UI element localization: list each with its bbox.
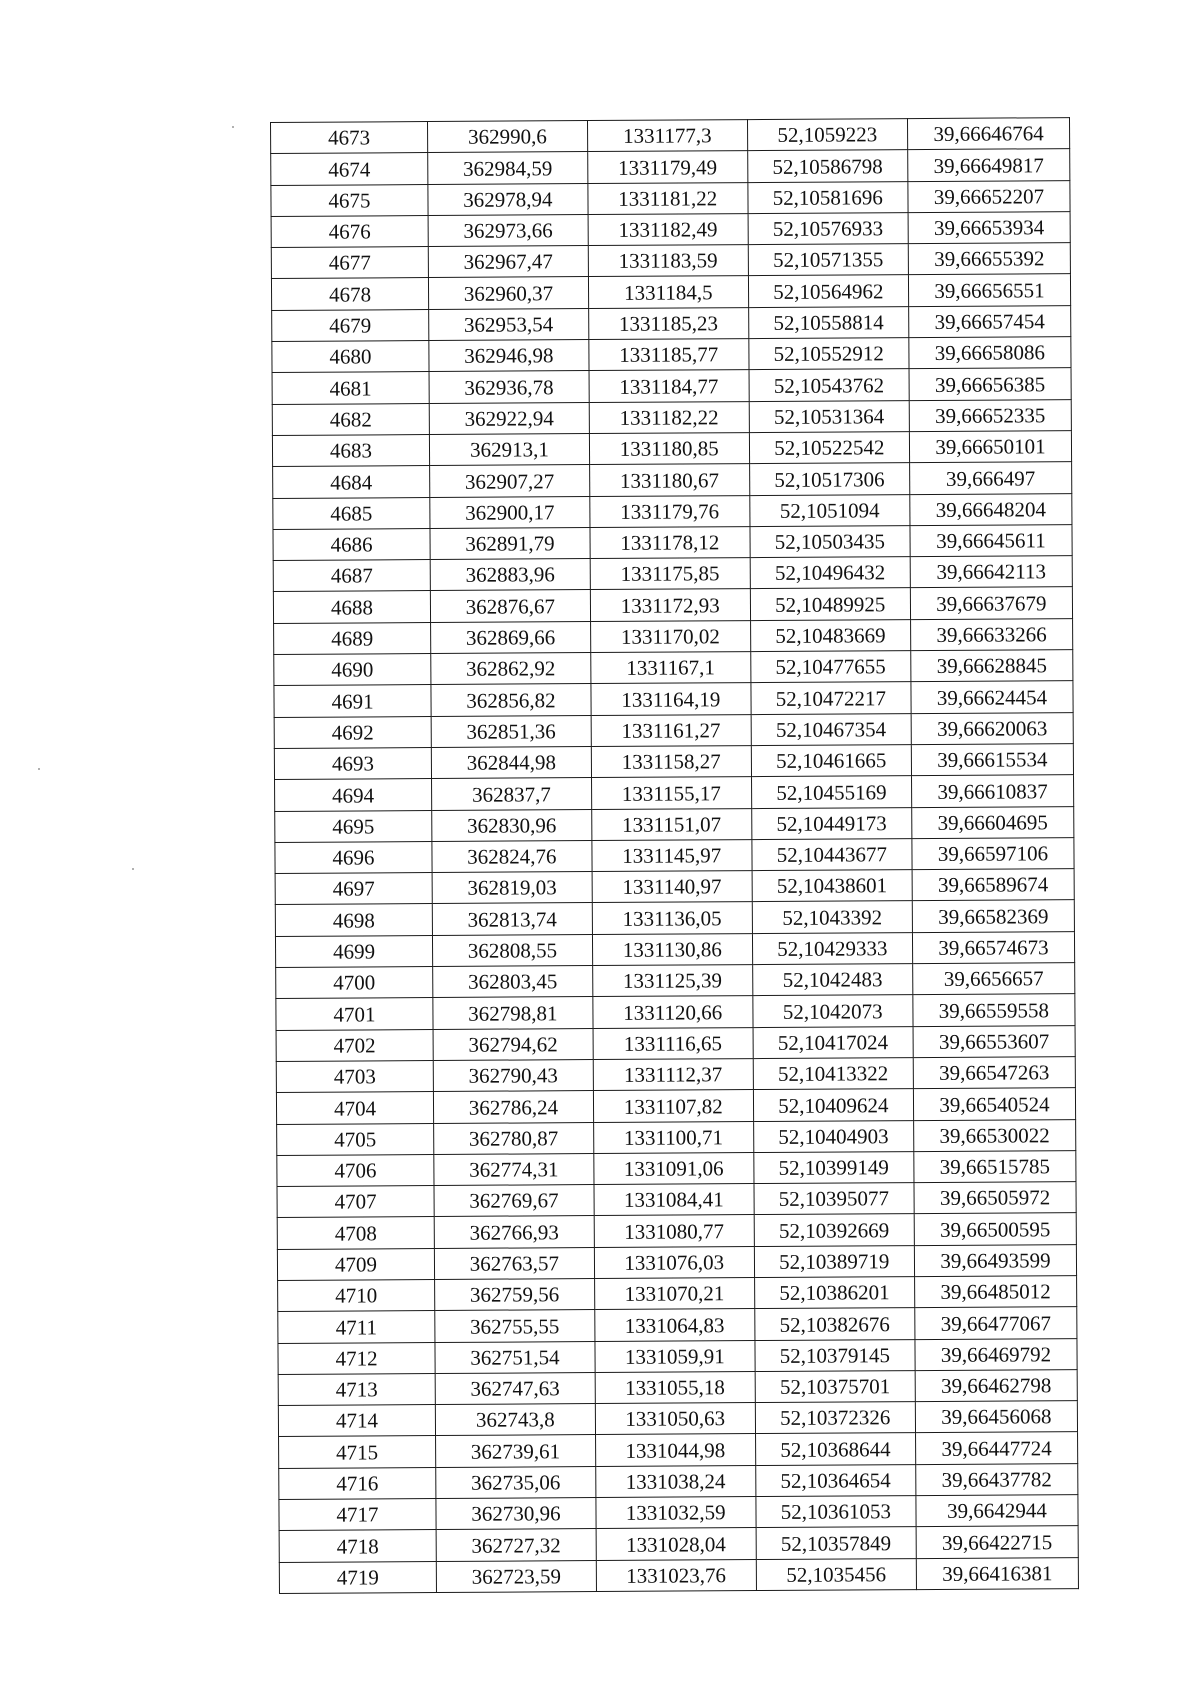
latitude-cell: 52,10496432: [750, 557, 910, 589]
longitude-cell: 39,66620063: [911, 712, 1073, 744]
latitude-cell: 52,10443677: [752, 838, 912, 870]
x-coordinate-cell: 362747,63: [435, 1372, 595, 1404]
coordinate-table-body: [271, 118, 1079, 1594]
x-coordinate-cell: 362967,47: [428, 246, 588, 278]
longitude-cell: 39,66652207: [908, 180, 1070, 212]
table-row: [279, 1432, 1078, 1468]
x-coordinate-cell: 362803,45: [433, 966, 593, 998]
longitude-cell: 39,66547263: [913, 1057, 1075, 1089]
longitude-cell: 39,66493599: [914, 1244, 1076, 1276]
table-row: [275, 900, 1074, 936]
y-coordinate-cell: 1331185,23: [588, 307, 748, 339]
latitude-cell: 52,1043392: [752, 901, 912, 933]
y-coordinate-cell: 1331038,24: [595, 1465, 755, 1497]
point-number-cell: 4696: [275, 841, 432, 873]
table-row: [274, 712, 1073, 748]
x-coordinate-cell: 362844,98: [431, 746, 591, 778]
y-coordinate-cell: 1331184,77: [589, 370, 749, 402]
longitude-cell: 39,66624454: [911, 681, 1073, 713]
longitude-cell: 39,66589674: [912, 869, 1074, 901]
longitude-cell: 39,66649817: [908, 149, 1070, 181]
longitude-cell: 39,66604695: [912, 806, 1074, 838]
y-coordinate-cell: 1331161,27: [591, 714, 751, 746]
table-row: [271, 212, 1070, 248]
point-number-cell: 4683: [272, 435, 429, 467]
longitude-cell: 39,66652335: [909, 399, 1071, 431]
longitude-cell: 39,66500595: [914, 1213, 1076, 1245]
longitude-cell: 39,66645611: [910, 524, 1072, 556]
x-coordinate-cell: 362819,03: [432, 872, 592, 904]
longitude-cell: 39,66437782: [916, 1463, 1078, 1495]
table-row: [271, 180, 1070, 216]
table-row: [275, 869, 1074, 905]
table-row: [278, 1276, 1077, 1312]
latitude-cell: 52,10586798: [747, 150, 907, 182]
x-coordinate-cell: 362763,57: [434, 1247, 594, 1279]
x-coordinate-cell: 362837,7: [432, 778, 592, 810]
latitude-cell: 52,10489925: [750, 588, 910, 620]
longitude-cell: 39,66646764: [907, 118, 1069, 150]
point-number-cell: 4701: [276, 998, 433, 1030]
coordinate-table: [270, 117, 1079, 1594]
x-coordinate-cell: 362907,27: [430, 465, 590, 497]
y-coordinate-cell: 1331064,83: [595, 1309, 755, 1341]
point-number-cell: 4688: [273, 591, 430, 623]
x-coordinate-cell: 362723,59: [436, 1560, 596, 1592]
latitude-cell: 52,10379145: [755, 1339, 915, 1371]
longitude-cell: 39,66515785: [914, 1150, 1076, 1182]
latitude-cell: 52,10461665: [751, 745, 911, 777]
y-coordinate-cell: 1331183,59: [588, 245, 748, 277]
point-number-cell: 4716: [279, 1467, 436, 1499]
latitude-cell: 52,10372326: [755, 1402, 915, 1434]
longitude-cell: 39,66477067: [915, 1307, 1077, 1339]
latitude-cell: 52,1059223: [747, 119, 907, 151]
longitude-cell: 39,66462798: [915, 1369, 1077, 1401]
y-coordinate-cell: 1331125,39: [592, 965, 752, 997]
y-coordinate-cell: 1331182,49: [588, 213, 748, 245]
point-number-cell: 4680: [272, 341, 429, 373]
latitude-cell: 52,10531364: [749, 400, 909, 432]
x-coordinate-cell: 362953,54: [429, 308, 589, 340]
point-number-cell: 4704: [276, 1092, 433, 1124]
point-number-cell: 4682: [272, 403, 429, 435]
table-row: [274, 618, 1073, 654]
table-row: [271, 274, 1070, 310]
point-number-cell: 4703: [276, 1060, 433, 1092]
longitude-cell: 39,66597106: [912, 837, 1074, 869]
x-coordinate-cell: 362883,96: [430, 559, 590, 591]
y-coordinate-cell: 1331080,77: [594, 1215, 754, 1247]
longitude-cell: 39,66642113: [910, 556, 1072, 588]
x-coordinate-cell: 362774,31: [434, 1153, 594, 1185]
y-coordinate-cell: 1331145,97: [592, 839, 752, 871]
point-number-cell: 4698: [275, 904, 432, 936]
table-row: [274, 744, 1073, 780]
x-coordinate-cell: 362751,54: [435, 1341, 595, 1373]
point-number-cell: 4690: [274, 654, 431, 686]
x-coordinate-cell: 362922,94: [429, 402, 589, 434]
longitude-cell: 39,66447724: [915, 1432, 1077, 1464]
x-coordinate-cell: 362786,24: [433, 1091, 593, 1123]
y-coordinate-cell: 1331184,5: [588, 276, 748, 308]
y-coordinate-cell: 1331181,22: [588, 182, 748, 214]
point-number-cell: 4685: [273, 497, 430, 529]
table-row: [273, 556, 1072, 592]
x-coordinate-cell: 362727,32: [436, 1529, 596, 1561]
longitude-cell: 39,66540524: [913, 1088, 1075, 1120]
latitude-cell: 52,10389719: [754, 1245, 914, 1277]
x-coordinate-cell: 362759,56: [435, 1279, 595, 1311]
y-coordinate-cell: 1331182,22: [589, 401, 749, 433]
table-row: [271, 243, 1070, 279]
y-coordinate-cell: 1331130,86: [592, 933, 752, 965]
y-coordinate-cell: 1331050,63: [595, 1403, 755, 1435]
point-number-cell: 4674: [271, 153, 428, 185]
longitude-cell: 39,66469792: [915, 1338, 1077, 1370]
table-row: [279, 1463, 1078, 1499]
longitude-cell: 39,66559558: [913, 994, 1075, 1026]
longitude-cell: 39,66657454: [909, 305, 1071, 337]
point-number-cell: 4710: [278, 1280, 435, 1312]
latitude-cell: 52,10357849: [756, 1527, 916, 1559]
x-coordinate-cell: 362739,61: [436, 1435, 596, 1467]
point-number-cell: 4712: [278, 1342, 435, 1374]
latitude-cell: 52,10392669: [754, 1214, 914, 1246]
y-coordinate-cell: 1331177,3: [587, 120, 747, 152]
table-row: [275, 775, 1074, 811]
latitude-cell: 52,10361053: [756, 1496, 916, 1528]
longitude-cell: 39,66582369: [912, 900, 1074, 932]
latitude-cell: 52,10449173: [751, 807, 911, 839]
table-row: [271, 118, 1070, 154]
x-coordinate-cell: 362960,37: [428, 277, 588, 309]
latitude-cell: 52,10413322: [753, 1057, 913, 1089]
point-number-cell: 4715: [279, 1436, 436, 1468]
latitude-cell: 52,10483669: [750, 619, 910, 651]
x-coordinate-cell: 362851,36: [431, 715, 591, 747]
point-number-cell: 4676: [271, 215, 428, 247]
point-number-cell: 4713: [278, 1373, 435, 1405]
y-coordinate-cell: 1331059,91: [595, 1340, 755, 1372]
x-coordinate-cell: 362984,59: [428, 152, 588, 184]
table-row: [276, 1025, 1075, 1061]
point-number-cell: 4706: [277, 1154, 434, 1186]
y-coordinate-cell: 1331180,85: [589, 433, 749, 465]
table-row: [277, 1150, 1076, 1186]
y-coordinate-cell: 1331185,77: [589, 339, 749, 371]
table-row: [276, 1057, 1075, 1093]
longitude-cell: 39,66656385: [909, 368, 1071, 400]
latitude-cell: 52,10543762: [749, 369, 909, 401]
point-number-cell: 4673: [271, 122, 428, 154]
longitude-cell: 39,66633266: [910, 618, 1072, 650]
table-row: [277, 1182, 1076, 1218]
scan-speck: [232, 126, 234, 128]
x-coordinate-cell: 362735,06: [436, 1466, 596, 1498]
longitude-cell: 39,666497: [909, 462, 1071, 494]
point-number-cell: 4694: [275, 779, 432, 811]
point-number-cell: 4707: [277, 1186, 434, 1218]
point-number-cell: 4719: [279, 1561, 436, 1593]
latitude-cell: 52,10517306: [749, 463, 909, 495]
latitude-cell: 52,10522542: [749, 432, 909, 464]
longitude-cell: 39,66653934: [908, 212, 1070, 244]
point-number-cell: 4686: [273, 528, 430, 560]
latitude-cell: 52,10417024: [753, 1026, 913, 1058]
y-coordinate-cell: 1331167,1: [591, 652, 751, 684]
table-row: [278, 1369, 1077, 1405]
table-row: [275, 806, 1074, 842]
point-number-cell: 4708: [277, 1217, 434, 1249]
y-coordinate-cell: 1331107,82: [593, 1090, 753, 1122]
x-coordinate-cell: 362755,55: [435, 1310, 595, 1342]
longitude-cell: 39,66505972: [914, 1182, 1076, 1214]
x-coordinate-cell: 362862,92: [431, 653, 591, 685]
y-coordinate-cell: 1331032,59: [596, 1497, 756, 1529]
y-coordinate-cell: 1331151,07: [591, 808, 751, 840]
y-coordinate-cell: 1331091,06: [594, 1152, 754, 1184]
x-coordinate-cell: 362730,96: [436, 1498, 596, 1530]
scan-speck: [132, 868, 134, 870]
y-coordinate-cell: 1331112,37: [593, 1058, 753, 1090]
y-coordinate-cell: 1331120,66: [593, 996, 753, 1028]
y-coordinate-cell: 1331044,98: [595, 1434, 755, 1466]
point-number-cell: 4693: [274, 747, 431, 779]
longitude-cell: 39,6656657: [913, 963, 1075, 995]
latitude-cell: 52,10368644: [755, 1433, 915, 1465]
point-number-cell: 4697: [275, 873, 432, 905]
table-row: [275, 837, 1074, 873]
point-number-cell: 4709: [277, 1248, 434, 1280]
table-row: [277, 1213, 1076, 1249]
point-number-cell: 4692: [274, 716, 431, 748]
table-row: [273, 524, 1072, 560]
point-number-cell: 4681: [272, 372, 429, 404]
longitude-cell: 39,66422715: [916, 1526, 1078, 1558]
point-number-cell: 4677: [271, 247, 428, 279]
table-row: [276, 1088, 1075, 1124]
longitude-cell: 39,66615534: [911, 744, 1073, 776]
table-row: [276, 963, 1075, 999]
y-coordinate-cell: 1331158,27: [591, 746, 751, 778]
longitude-cell: 39,66574673: [912, 931, 1074, 963]
point-number-cell: 4675: [271, 184, 428, 216]
longitude-cell: 39,66655392: [908, 243, 1070, 275]
longitude-cell: 39,66456068: [915, 1401, 1077, 1433]
longitude-cell: 39,66637679: [910, 587, 1072, 619]
latitude-cell: 52,10503435: [750, 525, 910, 557]
latitude-cell: 52,1042483: [752, 964, 912, 996]
y-coordinate-cell: 1331023,76: [596, 1559, 756, 1591]
table-row: [272, 431, 1071, 467]
x-coordinate-cell: 362876,67: [430, 590, 590, 622]
x-coordinate-cell: 362990,6: [428, 121, 588, 153]
x-coordinate-cell: 362766,93: [434, 1216, 594, 1248]
table-row: [279, 1557, 1078, 1593]
point-number-cell: 4689: [274, 622, 431, 654]
point-number-cell: 4687: [273, 560, 430, 592]
table-row: [273, 462, 1072, 498]
latitude-cell: 52,10395077: [754, 1183, 914, 1215]
longitude-cell: 39,66648204: [910, 493, 1072, 525]
x-coordinate-cell: 362790,43: [433, 1059, 593, 1091]
table-row: [272, 305, 1071, 341]
y-coordinate-cell: 1331170,02: [590, 620, 750, 652]
scan-speck: [38, 768, 40, 770]
latitude-cell: 52,10564962: [748, 275, 908, 307]
x-coordinate-cell: 362808,55: [432, 934, 592, 966]
latitude-cell: 52,10438601: [752, 870, 912, 902]
x-coordinate-cell: 362813,74: [432, 903, 592, 935]
longitude-cell: 39,66485012: [914, 1276, 1076, 1308]
x-coordinate-cell: 362891,79: [430, 527, 590, 559]
latitude-cell: 52,10404903: [753, 1120, 913, 1152]
table-row: [272, 368, 1071, 404]
table-row: [276, 994, 1075, 1030]
longitude-cell: 39,66628845: [911, 650, 1073, 682]
table-row: [273, 587, 1072, 623]
x-coordinate-cell: 362794,62: [433, 1028, 593, 1060]
longitude-cell: 39,66416381: [916, 1557, 1078, 1589]
y-coordinate-cell: 1331140,97: [592, 871, 752, 903]
point-number-cell: 4678: [271, 278, 428, 310]
x-coordinate-cell: 362780,87: [434, 1122, 594, 1154]
table-row: [274, 650, 1073, 686]
table-row: [273, 493, 1072, 529]
longitude-cell: 39,66658086: [909, 337, 1071, 369]
longitude-cell: 39,66650101: [909, 431, 1071, 463]
latitude-cell: 52,10467354: [751, 713, 911, 745]
y-coordinate-cell: 1331175,85: [590, 558, 750, 590]
latitude-cell: 52,10552912: [749, 338, 909, 370]
point-number-cell: 4702: [276, 1029, 433, 1061]
x-coordinate-cell: 362946,98: [429, 340, 589, 372]
y-coordinate-cell: 1331180,67: [589, 464, 749, 496]
x-coordinate-cell: 362830,96: [432, 809, 592, 841]
y-coordinate-cell: 1331178,12: [590, 526, 750, 558]
x-coordinate-cell: 362824,76: [432, 840, 592, 872]
latitude-cell: 52,1051094: [750, 494, 910, 526]
x-coordinate-cell: 362743,8: [435, 1404, 595, 1436]
longitude-cell: 39,66530022: [913, 1119, 1075, 1151]
y-coordinate-cell: 1331172,93: [590, 589, 750, 621]
point-number-cell: 4684: [273, 466, 430, 498]
x-coordinate-cell: 362900,17: [430, 496, 590, 528]
point-number-cell: 4699: [275, 935, 432, 967]
y-coordinate-cell: 1331076,03: [594, 1246, 754, 1278]
y-coordinate-cell: 1331084,41: [594, 1184, 754, 1216]
table-row: [278, 1307, 1077, 1343]
latitude-cell: 52,10429333: [752, 932, 912, 964]
x-coordinate-cell: 362913,1: [429, 434, 589, 466]
latitude-cell: 52,10571355: [748, 244, 908, 276]
y-coordinate-cell: 1331116,65: [593, 1027, 753, 1059]
longitude-cell: 39,6642944: [916, 1495, 1078, 1527]
table-row: [272, 337, 1071, 373]
y-coordinate-cell: 1331100,71: [593, 1121, 753, 1153]
latitude-cell: 52,10576933: [748, 212, 908, 244]
latitude-cell: 52,10364654: [755, 1464, 915, 1496]
longitude-cell: 39,66553607: [913, 1025, 1075, 1057]
point-number-cell: 4717: [279, 1499, 436, 1531]
y-coordinate-cell: 1331136,05: [592, 902, 752, 934]
table-row: [274, 681, 1073, 717]
y-coordinate-cell: 1331028,04: [596, 1528, 756, 1560]
y-coordinate-cell: 1331179,76: [590, 495, 750, 527]
latitude-cell: 52,10382676: [754, 1308, 914, 1340]
latitude-cell: 52,10375701: [755, 1370, 915, 1402]
table-row: [277, 1244, 1076, 1280]
table-row: [277, 1119, 1076, 1155]
latitude-cell: 52,10472217: [751, 682, 911, 714]
latitude-cell: 52,10409624: [753, 1089, 913, 1121]
y-coordinate-cell: 1331155,17: [591, 777, 751, 809]
point-number-cell: 4695: [275, 810, 432, 842]
x-coordinate-cell: 362978,94: [428, 183, 588, 215]
table-row: [271, 149, 1070, 185]
latitude-cell: 52,1035456: [756, 1558, 916, 1590]
point-number-cell: 4705: [277, 1123, 434, 1155]
y-coordinate-cell: 1331179,49: [587, 151, 747, 183]
latitude-cell: 52,10455169: [751, 776, 911, 808]
latitude-cell: 52,10581696: [748, 181, 908, 213]
x-coordinate-cell: 362798,81: [433, 997, 593, 1029]
x-coordinate-cell: 362973,66: [428, 214, 588, 246]
point-number-cell: 4711: [278, 1311, 435, 1343]
latitude-cell: 52,1042073: [753, 995, 913, 1027]
table-row: [272, 399, 1071, 435]
latitude-cell: 52,10399149: [754, 1151, 914, 1183]
point-number-cell: 4718: [279, 1530, 436, 1562]
table-row: [279, 1526, 1078, 1562]
longitude-cell: 39,66656551: [908, 274, 1070, 306]
table-row: [278, 1338, 1077, 1374]
point-number-cell: 4700: [276, 967, 433, 999]
table-row: [275, 931, 1074, 967]
y-coordinate-cell: 1331164,19: [591, 683, 751, 715]
table-row: [279, 1495, 1078, 1531]
x-coordinate-cell: 362869,66: [431, 621, 591, 653]
point-number-cell: 4691: [274, 685, 431, 717]
point-number-cell: 4714: [278, 1405, 435, 1437]
latitude-cell: 52,10477655: [750, 651, 910, 683]
y-coordinate-cell: 1331070,21: [594, 1278, 754, 1310]
x-coordinate-cell: 362936,78: [429, 371, 589, 403]
x-coordinate-cell: 362769,67: [434, 1185, 594, 1217]
latitude-cell: 52,10386201: [754, 1277, 914, 1309]
y-coordinate-cell: 1331055,18: [595, 1371, 755, 1403]
table-row: [278, 1401, 1077, 1437]
point-number-cell: 4679: [272, 309, 429, 341]
x-coordinate-cell: 362856,82: [431, 684, 591, 716]
longitude-cell: 39,66610837: [911, 775, 1073, 807]
latitude-cell: 52,10558814: [748, 306, 908, 338]
